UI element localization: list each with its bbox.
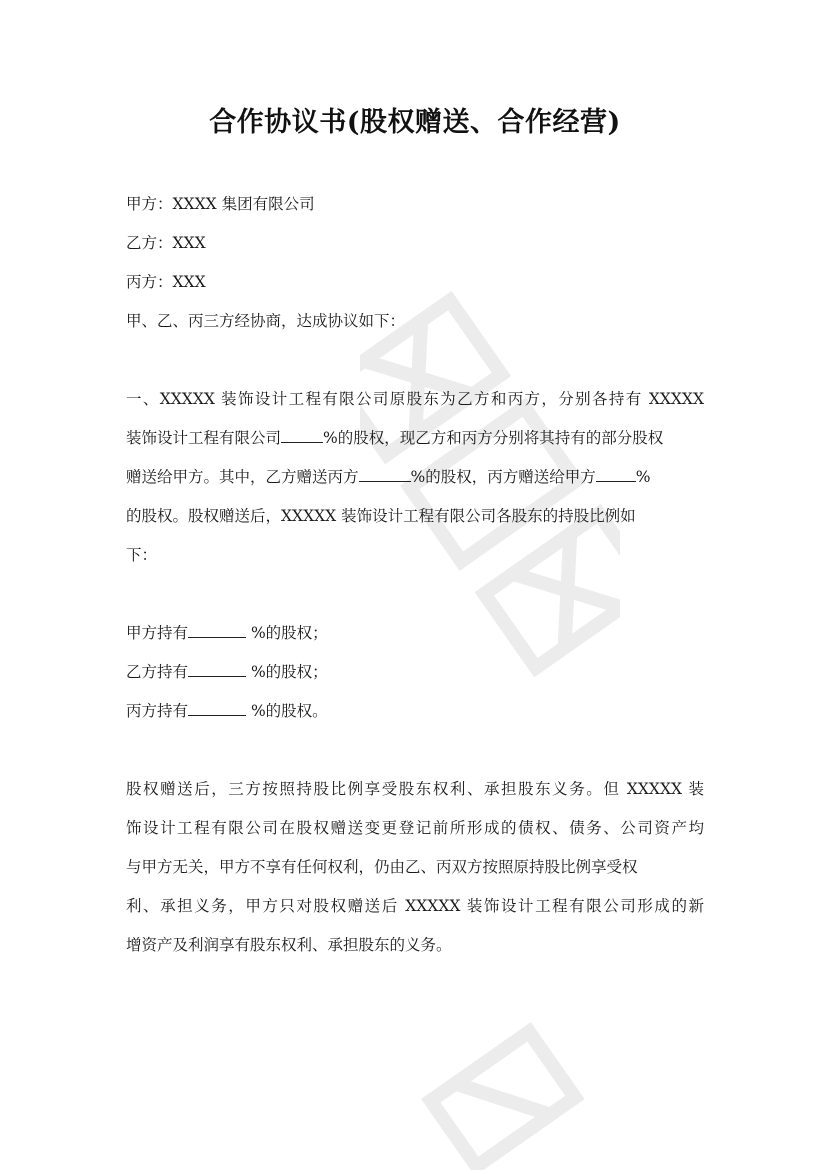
- blank-field: [359, 467, 411, 482]
- document-title: 合作协议书(股权赠送、合作经营): [209, 107, 621, 138]
- clause1-line4: 的股权。股权赠送后，XXXXX 装饰设计工程有限公司各股东的持股比例如: [126, 507, 636, 525]
- holding-label: 甲方持有: [126, 624, 189, 642]
- holding-row-b: [126, 662, 328, 682]
- clause1-line3: [126, 467, 650, 487]
- preamble-line: 甲、乙、丙三方经协商，达成协议如下：: [126, 312, 406, 330]
- clause2-line2: 饰设计工程有限公司在股权赠送变更登记前所形成的债权、债务、公司资产均: [126, 819, 704, 837]
- watermark-logo-bottom: [400, 1020, 600, 1170]
- clause1-line5: 下：: [126, 546, 158, 564]
- clause2-line4: 利、承担义务，甲方只对股权赠送后 XXXXX 装饰设计工程有限公司形成的新: [126, 897, 704, 915]
- blank-field: [188, 623, 246, 638]
- holding-suffix: %的股权；: [246, 624, 328, 642]
- holding-label: 丙方持有: [126, 702, 189, 720]
- blank-field: [596, 467, 636, 482]
- holding-suffix: %的股权。: [246, 702, 328, 720]
- blank-field: [188, 701, 246, 716]
- clause1-line2: [126, 428, 663, 448]
- clause2-line1: 股权赠送后，三方按照持股比例享受股东权利、承担股东义务。但 XXXXX 装: [126, 780, 704, 798]
- clause2-line5: 增资产及利润享有股东权利、承担股东的义务。: [126, 936, 452, 954]
- holding-suffix: %的股权；: [246, 663, 328, 681]
- holding-row-c: [126, 701, 328, 721]
- blank-field: [281, 428, 323, 443]
- clause1-line2-text-b: %的股权，现乙方和丙方分别将其持有的部分股权: [323, 429, 664, 447]
- clause1-line3-text-b: %的股权，丙方赠送给甲方: [410, 468, 596, 486]
- clause1-line3-text-c: %: [635, 468, 651, 486]
- party-b-line: 乙方：XXX: [126, 234, 206, 252]
- clause1-line2-text-a: 装饰设计工程有限公司: [126, 429, 282, 447]
- clause2-line3: 与甲方无关，甲方不享有任何权利，仍由乙、丙双方按照原持股比例享受权: [126, 858, 638, 876]
- party-c-line: 丙方：XXX: [126, 273, 206, 291]
- blank-field: [188, 662, 246, 677]
- holding-label: 乙方持有: [126, 663, 189, 681]
- party-a-line: 甲方：XXXX 集团有限公司: [126, 195, 315, 213]
- clause1-line1: 一、XXXXX 装饰设计工程有限公司原股东为乙方和丙方，分别各持有 XXXXX: [126, 390, 704, 408]
- holding-row-a: [126, 623, 328, 643]
- clause1-line3-text-a: 赠送给甲方。其中，乙方赠送丙方: [126, 468, 359, 486]
